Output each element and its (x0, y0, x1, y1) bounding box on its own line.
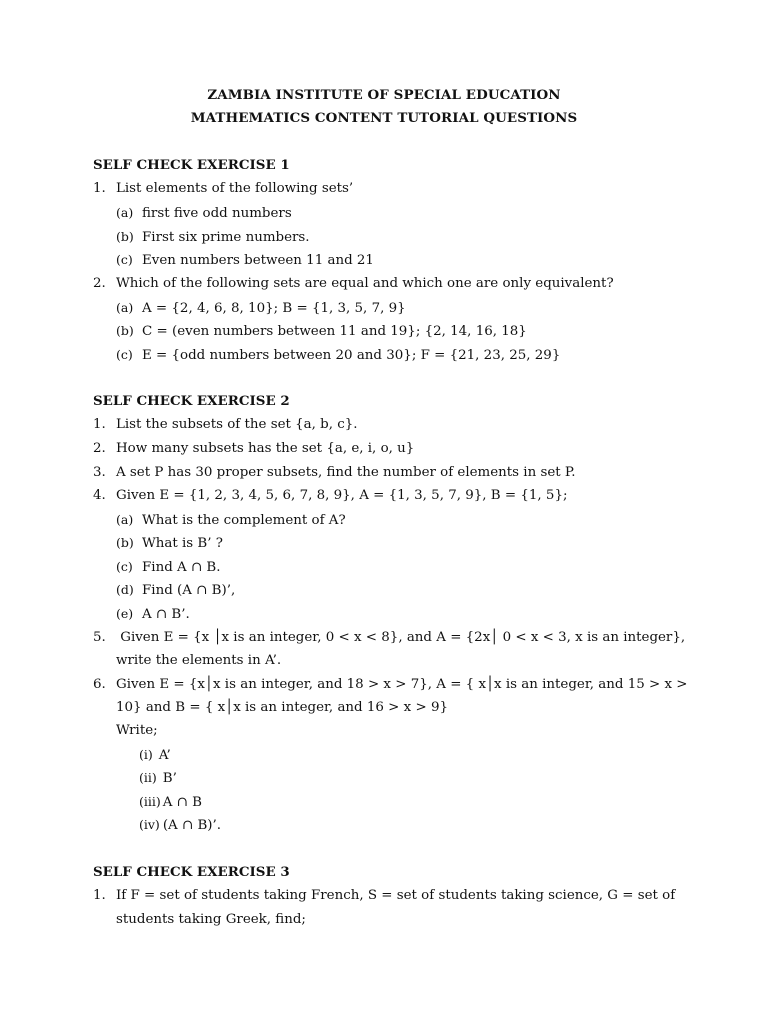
part-label: (iii) (139, 794, 161, 809)
ex1-q2-part-c (116, 347, 560, 363)
question-number: 4. (93, 488, 106, 503)
ex1-q2-part-a (116, 300, 406, 316)
ex2-q6-continuation: 10} and B = { x│x is an integer, and 16 > x > 9} (116, 700, 448, 715)
exercise-1-heading: SELF CHECK EXERCISE 1 (93, 157, 290, 173)
ex2-q4-part-e (116, 606, 190, 622)
ex2-q4-part-a (116, 512, 346, 528)
part-text: Find (A ∩ B)’, (142, 583, 236, 598)
ex1-q2-part-b (116, 323, 527, 339)
ex2-question-6 (93, 677, 688, 692)
part-label: (a) (116, 205, 134, 220)
part-label: (ii) (139, 770, 157, 785)
ex2-q6-part-ii (139, 770, 177, 786)
ex2-q6-part-i (139, 747, 171, 763)
ex3-q1-continuation: students taking Greek, find; (116, 912, 306, 927)
question-number: 6. (93, 677, 106, 692)
exercise-3-heading: SELF CHECK EXERCISE 3 (93, 864, 290, 880)
question-number: 1. (93, 417, 106, 432)
ex1-q1-part-b (116, 229, 310, 245)
exercise-2-heading: SELF CHECK EXERCISE 2 (93, 393, 290, 409)
part-label: (iv) (139, 817, 160, 832)
part-text: What is B’ ? (142, 536, 223, 551)
ex2-question-5 (93, 630, 685, 645)
question-number: 3. (93, 465, 106, 480)
part-text: first five odd numbers (142, 206, 292, 221)
part-text: A ∩ B’. (142, 607, 190, 622)
part-label: (d) (116, 582, 134, 597)
part-text: C = (even numbers between 11 and 19}; {2, 14, 16, 18} (142, 324, 527, 339)
part-text: What is the complement of A? (142, 513, 346, 528)
part-text: B’ (162, 771, 177, 786)
part-label: (i) (139, 747, 153, 762)
question-text: List the subsets of the set {a, b, c}. (116, 417, 358, 432)
ex2-q4-part-d (116, 582, 235, 598)
question-number: 2. (93, 276, 106, 291)
ex2-q6-write: Write; (116, 723, 158, 738)
question-text: How many subsets has the set {a, e, i, o, u} (116, 441, 415, 456)
ex2-q4-part-c (116, 559, 221, 575)
ex2-q6-part-iii (139, 794, 202, 810)
question-text: Given E = {x │x is an integer, 0 < x < 8}, and A = {2x│ 0 < x < 3, x is an integer}, (116, 630, 686, 645)
part-text: First six prime numbers. (142, 230, 310, 245)
question-text: List elements of the following sets’ (116, 181, 354, 196)
part-text: E = {odd numbers between 20 and 30}; F = {21, 23, 25, 29} (142, 348, 561, 363)
part-label: (a) (116, 512, 134, 527)
part-label: (a) (116, 300, 134, 315)
part-text: Find A ∩ B. (142, 560, 221, 575)
part-label: (c) (116, 347, 133, 362)
ex2-question-3 (93, 465, 575, 480)
question-text: Which of the following sets are equal and which one are only equivalent? (116, 276, 614, 291)
ex1-question-2 (93, 276, 614, 291)
question-number: 2. (93, 441, 106, 456)
question-text: Given E = {x│x is an integer, and 18 > x > 7}, A = { x│x is an integer, and 15 > x > (116, 677, 688, 692)
document-subtitle: MATHEMATICS CONTENT TUTORIAL QUESTIONS (190, 110, 578, 126)
question-number: 5. (93, 630, 106, 645)
question-number: 1. (93, 181, 106, 196)
ex2-question-2 (93, 441, 414, 456)
part-label: (c) (116, 559, 133, 574)
ex2-q5-continuation: write the elements in A’. (116, 653, 282, 668)
part-label: (b) (116, 323, 134, 338)
ex2-q6-part-iv (139, 817, 221, 833)
ex3-question-1 (93, 888, 675, 903)
institution-title: ZAMBIA INSTITUTE OF SPECIAL EDUCATION (207, 87, 561, 103)
part-label: (e) (116, 606, 134, 621)
part-label: (b) (116, 535, 134, 550)
ex2-question-1 (93, 417, 358, 432)
ex2-question-4 (93, 488, 567, 503)
ex1-q1-part-c (116, 252, 374, 268)
part-text: Even numbers between 11 and 21 (142, 253, 374, 268)
part-label: (c) (116, 252, 133, 267)
part-text: A = {2, 4, 6, 8, 10}; B = {1, 3, 5, 7, 9} (142, 301, 406, 316)
part-text: A ∩ B (162, 795, 202, 810)
ex1-question-1 (93, 181, 353, 196)
ex1-q1-part-a (116, 205, 292, 221)
part-label: (b) (116, 229, 134, 244)
part-text: A’ (158, 748, 171, 763)
question-text: If F = set of students taking French, S = set of students taking science, G = set of (116, 888, 676, 903)
part-text: (A ∩ B)’. (162, 818, 222, 833)
question-text: Given E = {1, 2, 3, 4, 5, 6, 7, 8, 9}, A = {1, 3, 5, 7, 9}, B = {1, 5}; (116, 488, 568, 503)
ex2-q4-part-b (116, 535, 223, 551)
question-number: 1. (93, 888, 106, 903)
question-text: A set P has 30 proper subsets, find the number of elements in set P. (116, 465, 576, 480)
